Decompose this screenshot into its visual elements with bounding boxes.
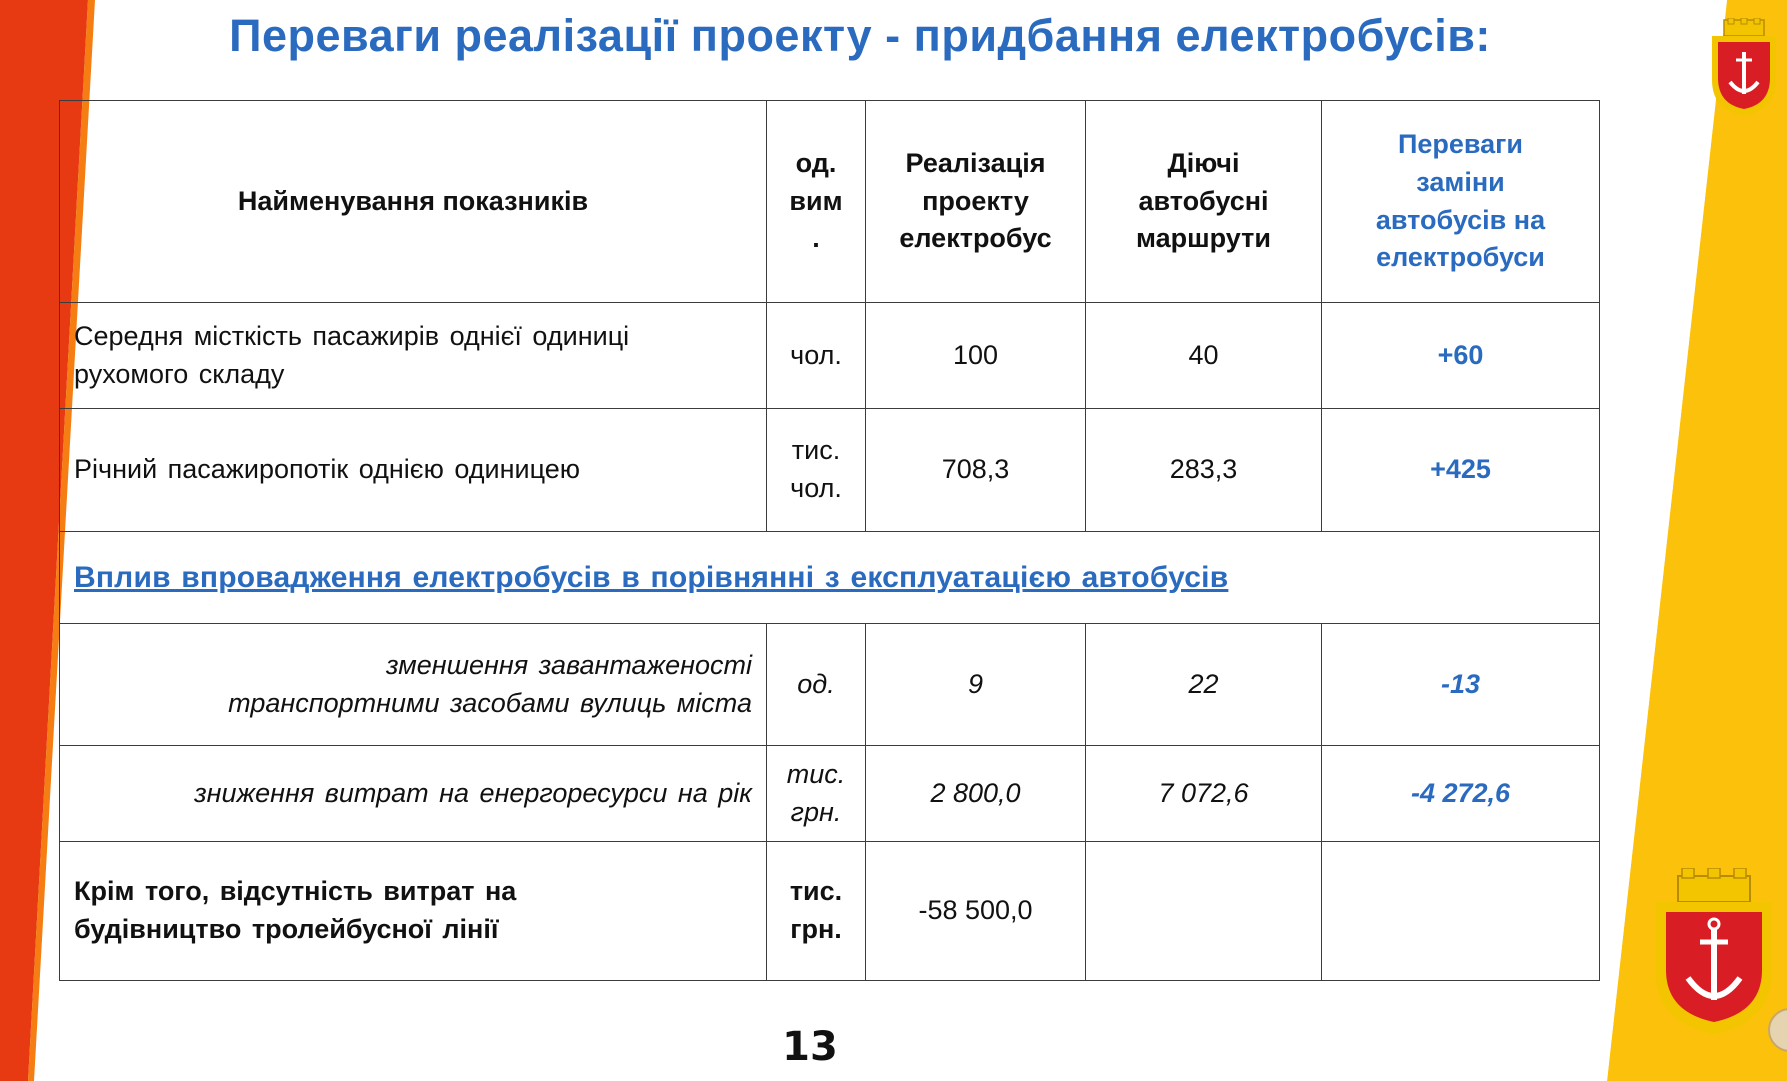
header-benefit — [1322, 101, 1600, 303]
page-number: 13 — [782, 1024, 838, 1070]
row-indicator-name — [60, 842, 767, 981]
odesa-coat-of-arms-small-icon — [1708, 18, 1780, 118]
table-header-row — [60, 101, 1600, 303]
table-row — [60, 842, 1600, 981]
header-current-line: маршрути — [1136, 223, 1271, 254]
row-unit-line: тис. — [789, 876, 843, 907]
header-benefit-line: електробуси — [1376, 242, 1545, 273]
row-project-value: 2 800,0 — [866, 746, 1086, 842]
row-unit-line: тис. — [791, 435, 841, 466]
header-project-line: проекту — [922, 185, 1029, 216]
row-unit — [767, 624, 866, 746]
table-row — [60, 624, 1600, 746]
header-unit-line: вим — [789, 185, 843, 216]
header-benefit-line: автобусів на — [1375, 204, 1546, 235]
row-name-line: рухомого складу — [74, 358, 285, 389]
row-indicator-name — [60, 409, 767, 532]
row-name-line: Крім того, відсутність витрат на — [74, 876, 517, 907]
header-current-routes — [1086, 101, 1322, 303]
row-benefit-value: +60 — [1322, 303, 1600, 409]
section-heading-row — [60, 532, 1600, 624]
row-benefit-value: +425 — [1322, 409, 1600, 532]
row-name-line: зниження витрат на енергоресурси на рік — [194, 777, 752, 808]
row-project-value: -58 500,0 — [866, 842, 1086, 981]
table-row — [60, 303, 1600, 409]
row-name-line: будівництво тролейбусної лінії — [74, 914, 499, 944]
header-indicator-name — [60, 101, 767, 303]
header-benefit-line: Переваги — [1397, 128, 1524, 159]
row-unit — [767, 842, 866, 981]
indicators-table — [59, 100, 1600, 981]
header-name-text: Найменування показників — [237, 185, 589, 216]
row-unit-line: од. — [797, 668, 835, 699]
row-benefit-value: -13 — [1322, 624, 1600, 746]
table-row — [60, 409, 1600, 532]
row-current-value — [1086, 842, 1322, 981]
row-name-line: Середня місткість пасажирів однієї одиниці — [74, 320, 630, 351]
header-current-line: Діючі — [1167, 147, 1240, 178]
row-indicator-name — [60, 746, 767, 842]
header-unit — [767, 101, 866, 303]
row-project-value: 9 — [866, 624, 1086, 746]
row-indicator-name — [60, 303, 767, 409]
page-title: Переваги реалізації проекту - придбання електробусів: — [229, 10, 1491, 61]
row-unit-line: грн. — [790, 796, 842, 827]
row-unit-line: грн. — [790, 914, 842, 944]
row-unit — [767, 303, 866, 409]
row-name-line: Річний пасажиропотік однією одиницею — [74, 454, 580, 485]
row-benefit-value: -4 272,6 — [1322, 746, 1600, 842]
row-unit-line: тис. — [786, 758, 846, 789]
section-heading: Вплив впровадження електробусів в порівнянні з експлуатацією автобусів — [60, 532, 1600, 624]
header-project — [866, 101, 1086, 303]
header-unit-line: . — [812, 223, 820, 254]
row-indicator-name — [60, 624, 767, 746]
header-unit-line: од. — [795, 147, 837, 178]
header-benefit-line: заміни — [1416, 166, 1505, 197]
row-project-value: 100 — [866, 303, 1086, 409]
row-current-value: 40 — [1086, 303, 1322, 409]
row-name-line: транспортними засобами вулиць міста — [228, 687, 752, 718]
row-name-line: зменшення завантаженості — [386, 649, 752, 680]
row-unit — [767, 409, 866, 532]
header-project-line: Реалізація — [905, 147, 1046, 178]
row-current-value: 22 — [1086, 624, 1322, 746]
header-project-line: електробус — [899, 223, 1052, 254]
row-unit-line: чол. — [790, 339, 842, 370]
row-project-value: 708,3 — [866, 409, 1086, 532]
row-unit-line: чол. — [790, 473, 842, 503]
header-current-line: автобусні — [1138, 185, 1269, 216]
row-benefit-value — [1322, 842, 1600, 981]
row-unit — [767, 746, 866, 842]
row-current-value: 283,3 — [1086, 409, 1322, 532]
table-row — [60, 746, 1600, 842]
odesa-coat-of-arms-large-icon — [1652, 868, 1776, 1036]
row-current-value: 7 072,6 — [1086, 746, 1322, 842]
